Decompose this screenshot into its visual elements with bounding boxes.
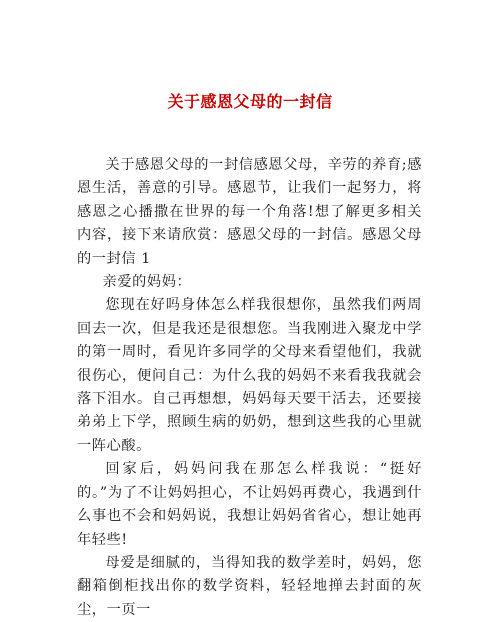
intro-paragraph: 关于感恩父母的一封信感恩父母，辛劳的养育;感恩生活，善意的引导。感恩节，让我们一起努力，将感恩之心播撒在世界的每一个角落!想了解更多相关内容，接下来请欣赏：感恩父母的一封信。感恩父母的一封信 1 <box>77 157 422 267</box>
salutation: 亲爱的妈妈： <box>102 274 192 291</box>
body-paragraph-1: 您现在好吗身体怎么样我很想你，虽然我们两周回去一次，但是我还是很想您。当我刚进入聚龙中学的第一周时，看见许多同学的父母来看望他们，我就很伤心，便问自己：为什么我的妈妈不来看我我就会落下泪水。自己再想想，妈妈每天要干活去，还要接弟弟上下学，照顾生病的奶奶，想到这些我的心里就一阵心酸。 <box>77 297 422 454</box>
document-title: 关于感恩父母的一封信 <box>167 92 333 111</box>
document-body <box>77 154 422 622</box>
body-paragraph-2: 回家后，妈妈问我在那怎么样我说：“挺好的。”为了不让妈妈担心，不让妈妈再费心，我遇到什么事也不会和妈妈说，我想让妈妈省省心，想让她再年轻些! <box>77 461 422 548</box>
body-paragraph-3: 母爱是细腻的，当得知我的数学差时，妈妈，您翻箱倒柜找出你的数学资料，轻轻地掸去封面的灰尘，一页一 <box>77 554 422 618</box>
